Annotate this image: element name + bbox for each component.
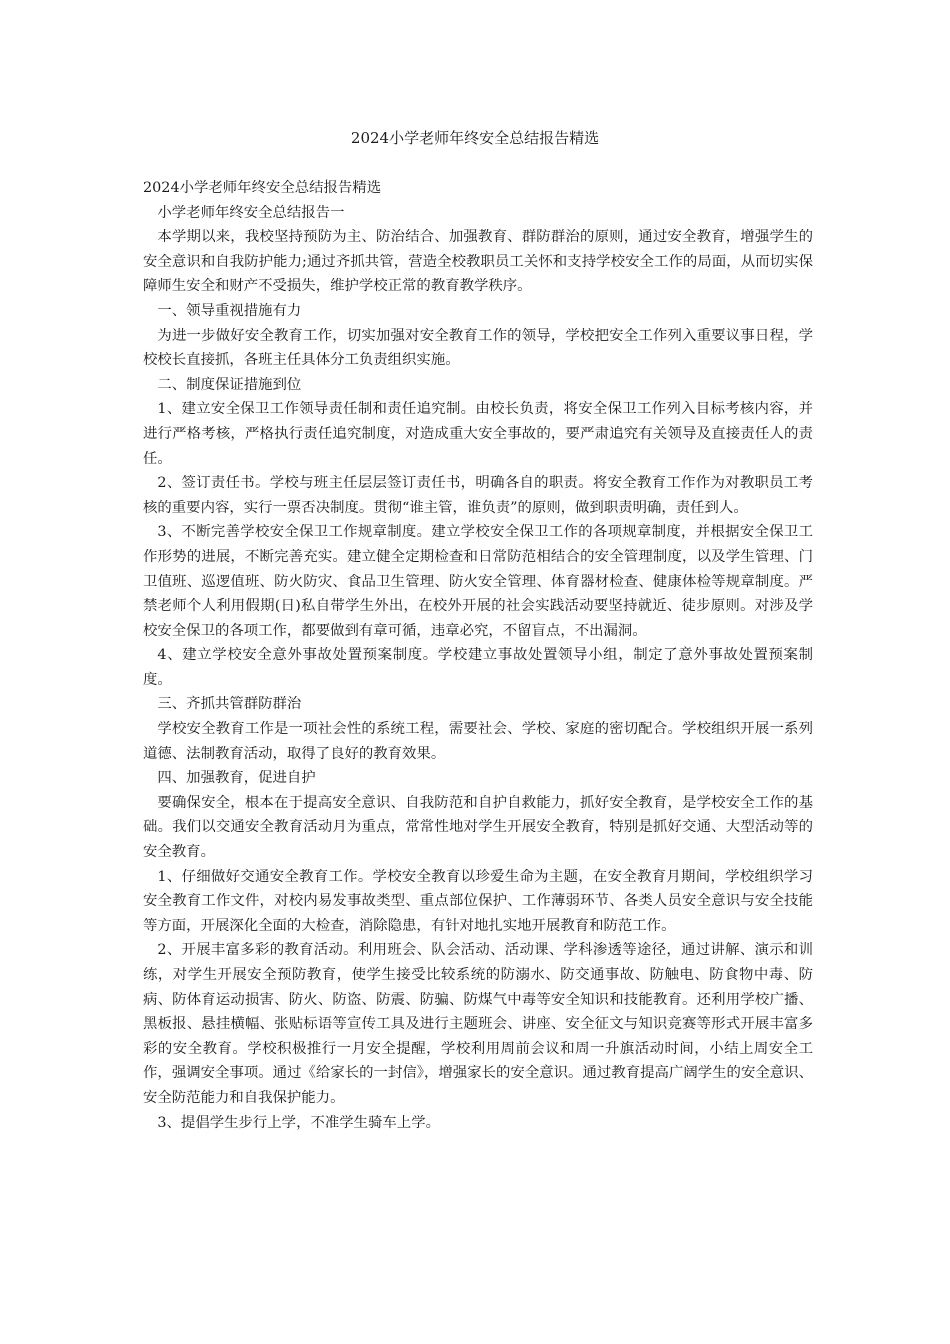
document-title: 2024小学老师年终安全总结报告精选 [350,129,600,147]
document-paragraph: 二、制度保证措施到位 [157,376,302,393]
document-body [143,176,813,1135]
document-paragraph: 2、签订责任书。学校与班主任层层签订责任书，明确各自的职责。将安全教育工作作为对教职员工考核的重要内容，实行一票否决制度。贯彻“谁主管，谁负责”的原则，做到职责明确，责任到人。 [143,475,813,516]
document-paragraph: 本学期以来，我校坚持预防为主、防治结合、加强教育、群防群治的原则，通过安全教育，增强学生的安全意识和自我防护能力;通过齐抓共管，营造全校教职员工关怀和支持学校安全工作的局面，从而切实保障师生安全和财产不受损失，维护学校正常的教育教学秩序。 [143,229,813,295]
document-paragraph: 要确保安全，根本在于提高安全意识、自我防范和自护自救能力，抓好安全教育，是学校安全工作的基础。我们以交通安全教育活动月为重点，常常性地对学生开展安全教育，特别是抓好交通、大型活动等的安全教育。 [143,794,813,861]
document-paragraph: 一、领导重视措施有力 [157,302,302,319]
document-paragraph: 四、加强教育，促进自护 [157,770,316,787]
document-paragraph: 4、建立学校安全意外事故处置预案制度。学校建立事故处置领导小组，制定了意外事故处置预案制度。 [143,647,813,688]
document-paragraph: 小学老师年终安全总结报告一 [157,204,345,221]
document-paragraph: 为进一步做好安全教育工作，切实加强对安全教育工作的领导，学校把安全工作列入重要议事日程，学校校长直接抓，各班主任具体分工负责组织实施。 [143,327,813,369]
document-paragraph: 3、提倡学生步行上学，不准学生骑车上学。 [157,1114,440,1131]
document-paragraph: 学校安全教育工作是一项社会性的系统工程，需要社会、学校、家庭的密切配合。学校组织开展一系列道德、法制教育活动，取得了良好的教育效果。 [143,721,813,762]
document-paragraph: 2、开展丰富多彩的教育活动。利用班会、队会活动、活动课、学科渗透等途径，通过讲解、演示和训练，对学生开展安全预防教育，使学生接受比较系统的防溺水、防交通事故、防触电、防食物中毒、防病、防体育运动损害、防火、防盗、防震、防骗、防煤气中毒等安全知识和技能教育。还利用学校广播、黑板报、悬挂横幅、张贴标语等宣传工具及进行主题班会、讲座、安全征文与知识竞赛等形式开展丰富多彩的安全教育。学校积极推行一月安全提醒，学校利用周前会议和周一升旗活动时间，小结上周安全工作，强调安全事项。通过《给家长的一封信》，增强家长的安全意识。通过教育提高广阔学生的安全意识、安全防范能力和自我保护能力。 [143,942,813,1106]
document-paragraph: 三、齐抓共管群防群治 [157,696,302,713]
document-paragraph: 1、建立安全保卫工作领导责任制和责任追究制。由校长负责，将安全保卫工作列入目标考核内容，并进行严格考核，严格执行责任追究制度，对造成重大安全事故的，要严肃追究有关领导及直接责任人的责任。 [143,401,813,467]
document-heading: 2024小学老师年终安全总结报告精选 [143,180,382,196]
document-paragraph: 1、仔细做好交通安全教育工作。学校安全教育以珍爱生命为主题，在安全教育月期间，学校组织学习安全教育工作文件，对校内易发事故类型、重点部位保护、工作薄弱环节、各类人员安全意识与安全技能等方面，开展深化全面的大检查，消除隐患，有针对地扎实地开展教育和防范工作。 [143,868,813,934]
document-paragraph: 3、不断完善学校安全保卫工作规章制度。建立学校安全保卫工作的各项规章制度，并根据安全保卫工作形势的进展，不断完善充实。建立健全定期检查和日常防范相结合的安全管理制度，以及学生管理、门卫值班、巡逻值班、防火防灾、食品卫生管理、防火安全管理、体育器材检查、健康体检等规章制度。严禁老师个人利用假期(日)私自带学生外出，在校外开展的社会实践活动要坚持就近、徒步原则。对涉及学校安全保卫的各项工作，都要做到有章可循，违章必究，不留盲点，不出漏洞。 [143,524,813,639]
